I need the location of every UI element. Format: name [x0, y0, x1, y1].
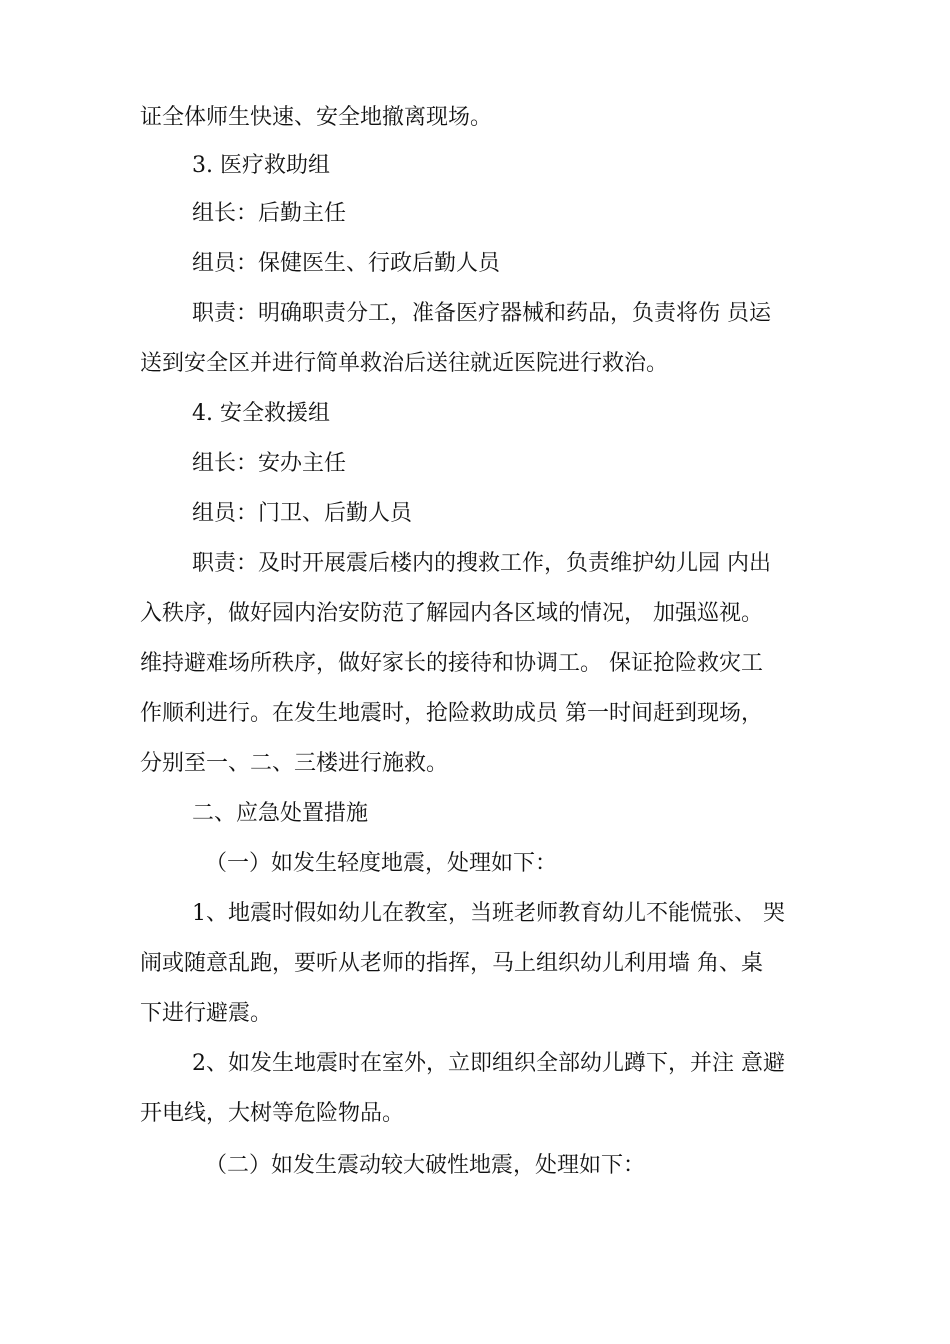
paragraph-line: 职责：明确职责分工，准备医疗器械和药品，负责将伤 员运 [192, 301, 771, 326]
section-heading-emergency-measures: 二、应急处置措施 [192, 801, 369, 826]
paragraph-line: 组员：门卫、后勤人员 [192, 501, 413, 526]
paragraph-line: 入秩序，做好园内治安防范了解园内各区域的情况， 加强巡视。 [140, 601, 763, 626]
paragraph-line: 闹或随意乱跑，要听从老师的指挥，马上组织幼儿利用墙 角、桌 [140, 951, 763, 976]
subheading-destructive-earthquake: （二）如发生震动较大破性地震，处理如下： [205, 1153, 646, 1178]
paragraph-line: 职责：及时开展震后楼内的搜救工作，负责维护幼儿园 内出 [192, 551, 771, 576]
paragraph-line: 维持避难场所秩序，做好家长的接待和协调工。 保证抢险救灾工 [140, 651, 763, 676]
paragraph-line: 分别至一、二、三楼进行施救。 [140, 751, 449, 776]
section-heading-medical-group: 3. 医疗救助组 [192, 153, 330, 178]
paragraph-line: 1、地震时假如幼儿在教室，当班老师教育幼儿不能慌张、 哭 [192, 901, 785, 926]
paragraph-line: 2、如发生地震时在室外，立即组织全部幼儿蹲下，并注 意避 [192, 1051, 785, 1076]
section-heading-rescue-group: 4. 安全救援组 [192, 401, 330, 426]
paragraph-line: 送到安全区并进行简单救治后送往就近医院进行救治。 [140, 351, 669, 376]
paragraph-line: 组长：安办主任 [192, 451, 347, 476]
paragraph-line: 开电线，大树等危险物品。 [140, 1101, 405, 1126]
paragraph-line: 下进行避震。 [140, 1001, 273, 1026]
paragraph-line: 作顺利进行。在发生地震时，抢险救助成员 第一时间赶到现场， [140, 701, 763, 726]
paragraph-line: 组长：后勤主任 [192, 201, 347, 226]
paragraph-line: 组员：保健医生、行政后勤人员 [192, 251, 501, 276]
subheading-mild-earthquake: （一）如发生轻度地震，处理如下： [205, 851, 558, 876]
paragraph-line: 证全体师生快速、安全地撤离现场。 [140, 105, 493, 130]
